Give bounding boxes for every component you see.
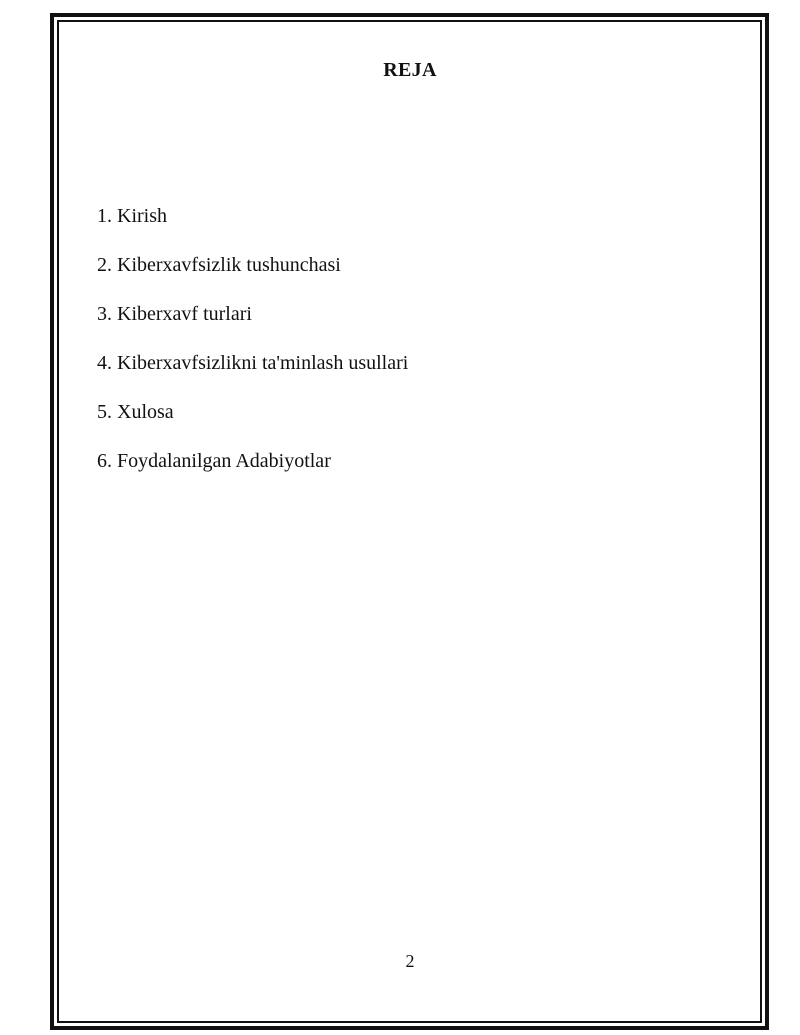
plan-item-cybersecurity-concept: 2. Kiberxavfsizlik tushunchasi: [97, 254, 341, 276]
plan-item-cyberthreat-types: 3. Kiberxavf turlari: [97, 303, 252, 325]
plan-item-introduction: 1. Kirish: [97, 205, 167, 227]
plan-item-conclusion: 5. Xulosa: [97, 401, 174, 423]
page-border-inner: [57, 20, 762, 1023]
page-title: REJA: [383, 59, 437, 81]
page-number: 2: [405, 951, 415, 971]
plan-item-references: 6. Foydalanilgan Adabiyotlar: [97, 450, 331, 472]
plan-item-security-methods: 4. Kiberxavfsizlikni ta'minlash usullari: [97, 352, 409, 374]
plan-list: [97, 202, 408, 496]
